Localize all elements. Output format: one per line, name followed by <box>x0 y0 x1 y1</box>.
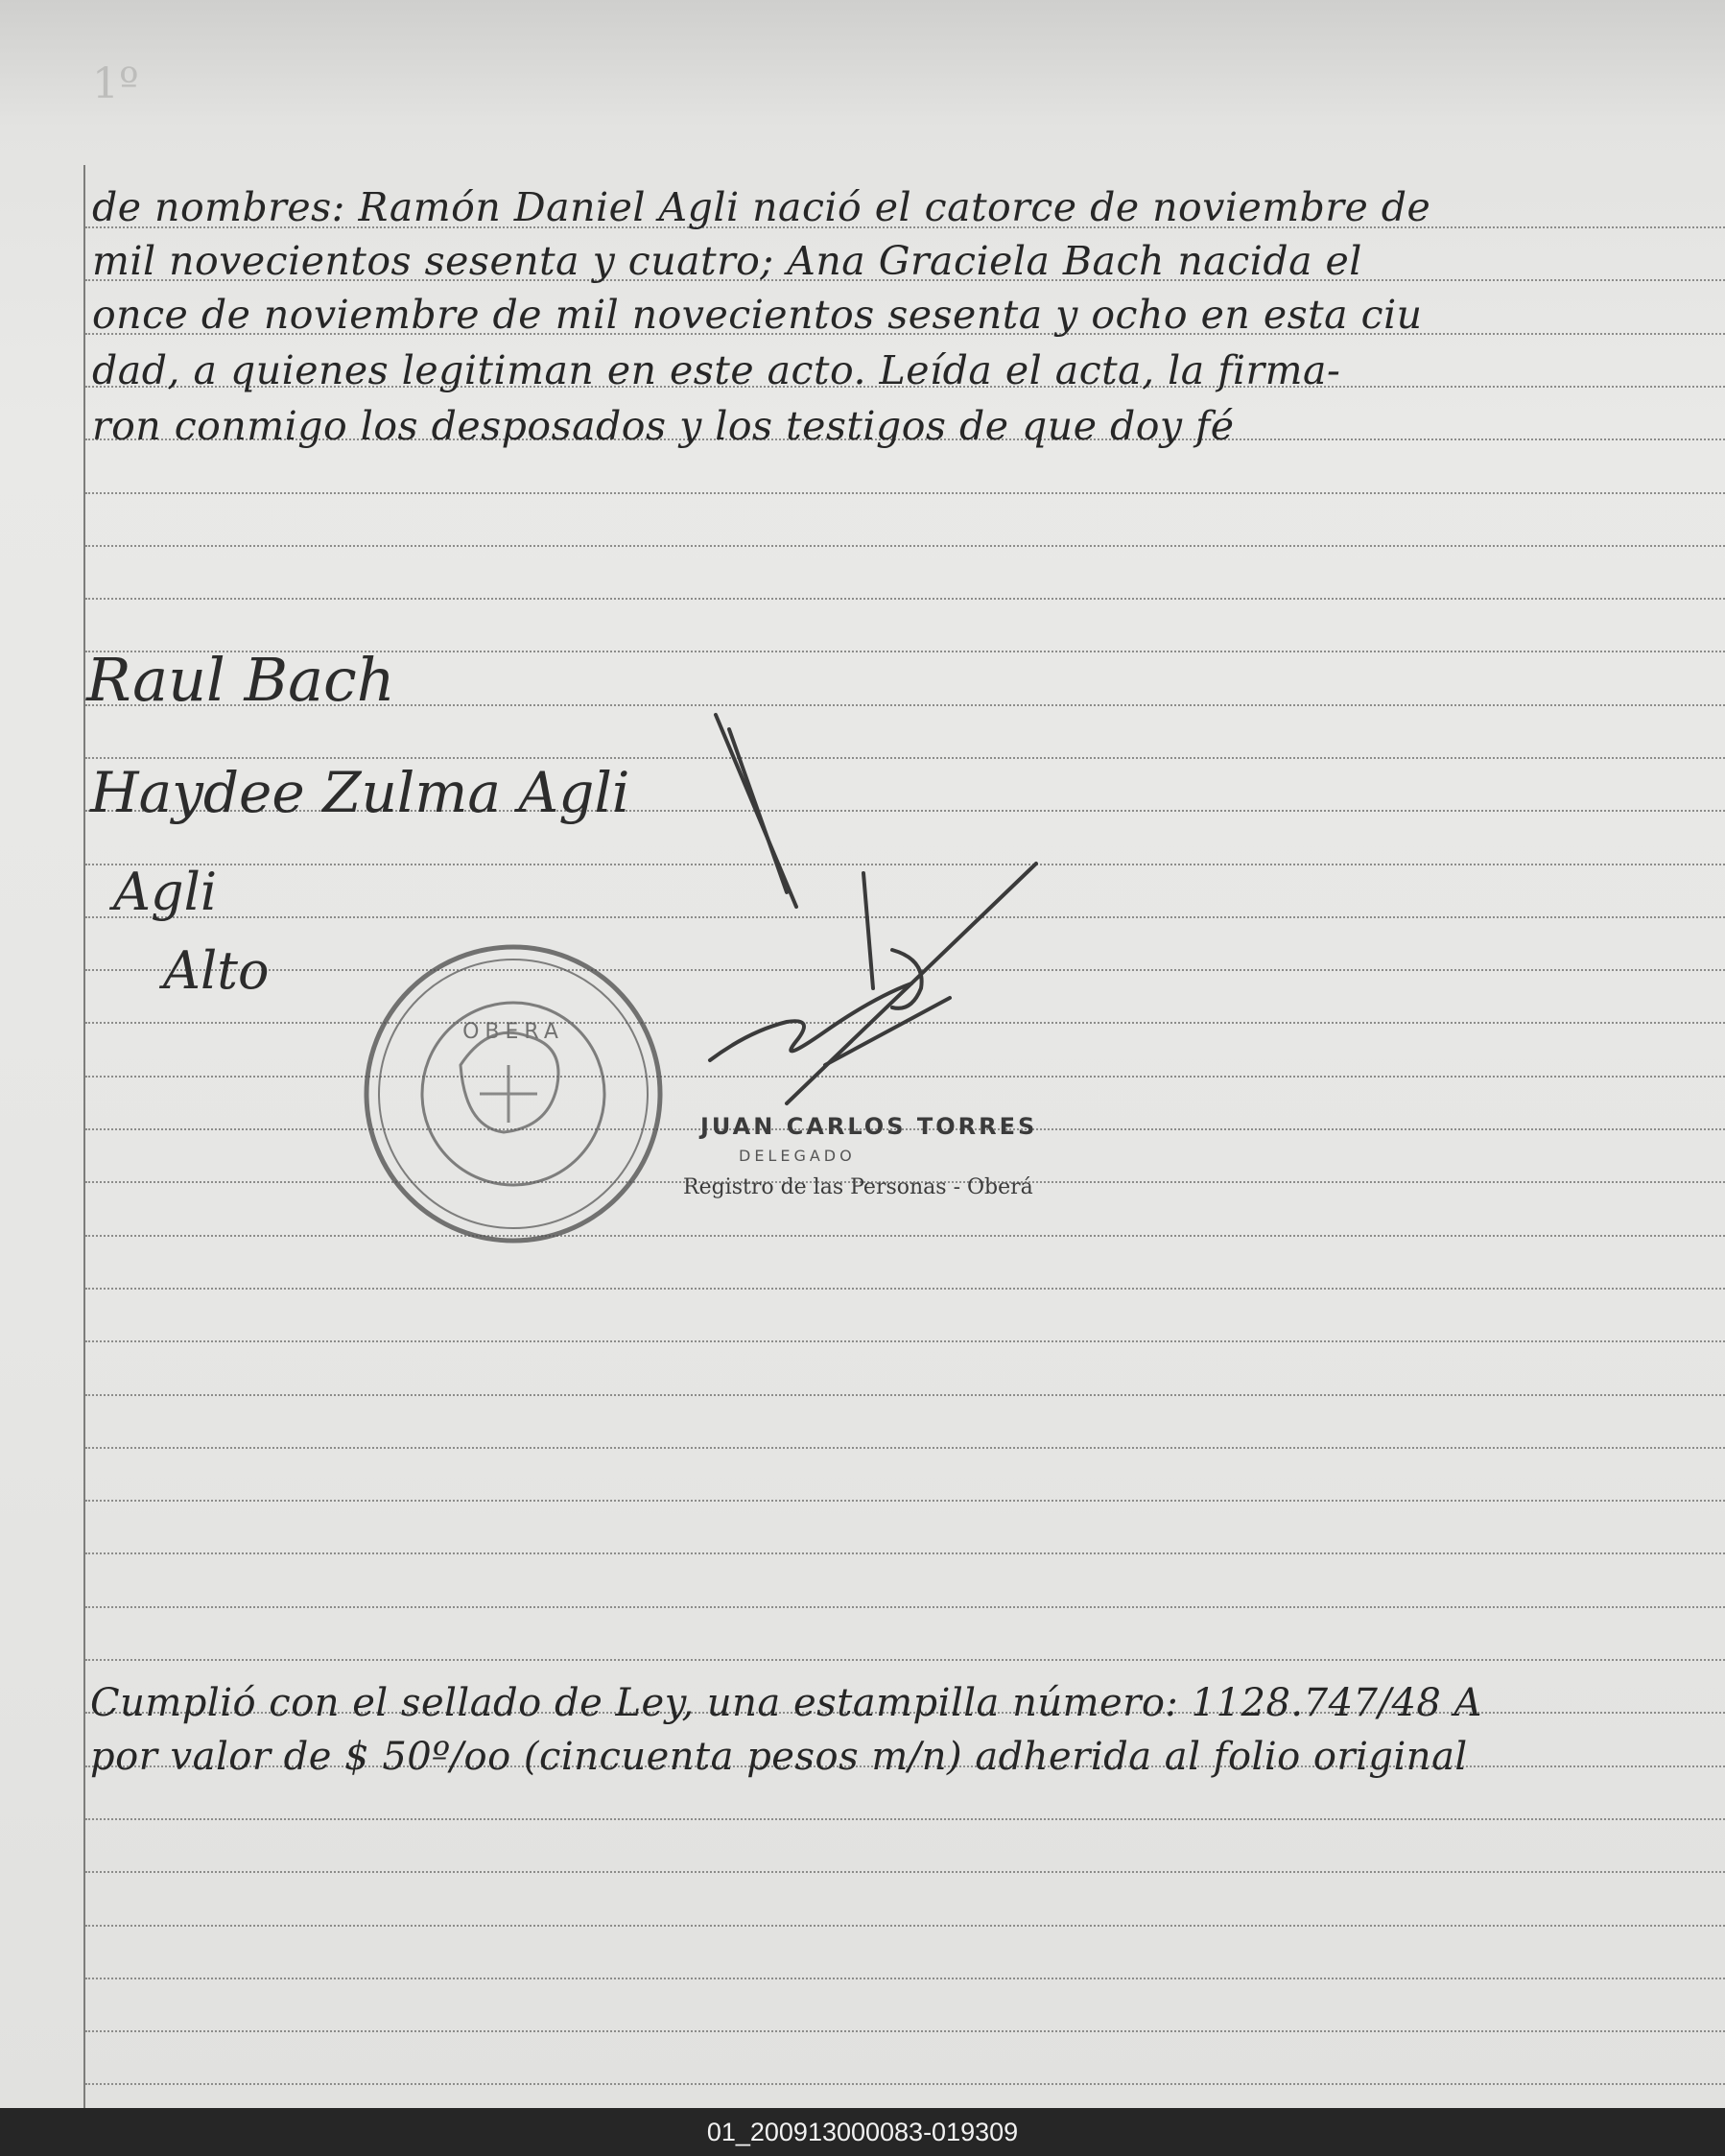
signature-witness-2: Alto <box>163 940 270 1001</box>
official-name: JUAN CARLOS TORRES <box>700 1113 1038 1140</box>
signature-witness-1: Agli <box>113 862 218 922</box>
page-number-mark: 1º <box>92 59 139 108</box>
note-line: Cumplió con el sellado de Ley, una estampilla número: 1128.747/48 A <box>90 1681 1482 1725</box>
body-line: once de noviembre de mil novecientos sesenta y ocho en esta ciu <box>92 292 1423 338</box>
image-id-label: 01_200913000083-019309 <box>706 2118 1019 2146</box>
body-line: ron conmigo los desposados y los testigos de que doy fé <box>92 403 1235 449</box>
official-signature-scribble <box>710 715 1036 1103</box>
body-line: de nombres: Ramón Daniel Agli nació el catorce de noviembre de <box>92 184 1431 230</box>
signature-haydee-agli: Haydee Zulma Agli <box>90 760 630 825</box>
body-line: mil novecientos sesenta y cuatro; Ana Graciela Bach nacida el <box>92 238 1362 284</box>
body-line: dad, a quienes legitiman en este acto. Leída el acta, la firma- <box>92 347 1341 393</box>
signature-raul-bach: Raul Bach <box>86 645 395 715</box>
image-id-bar <box>0 2108 1725 2156</box>
seal-city-text: OBERA <box>462 1020 564 1044</box>
official-title: DELEGADO <box>739 1147 856 1165</box>
round-seal <box>366 947 660 1241</box>
note-line: por valor de $ 50º/oo (cincuenta pesos m/n) adherida al folio original <box>90 1735 1468 1779</box>
official-office: Registro de las Personas - Oberá <box>683 1175 1033 1199</box>
